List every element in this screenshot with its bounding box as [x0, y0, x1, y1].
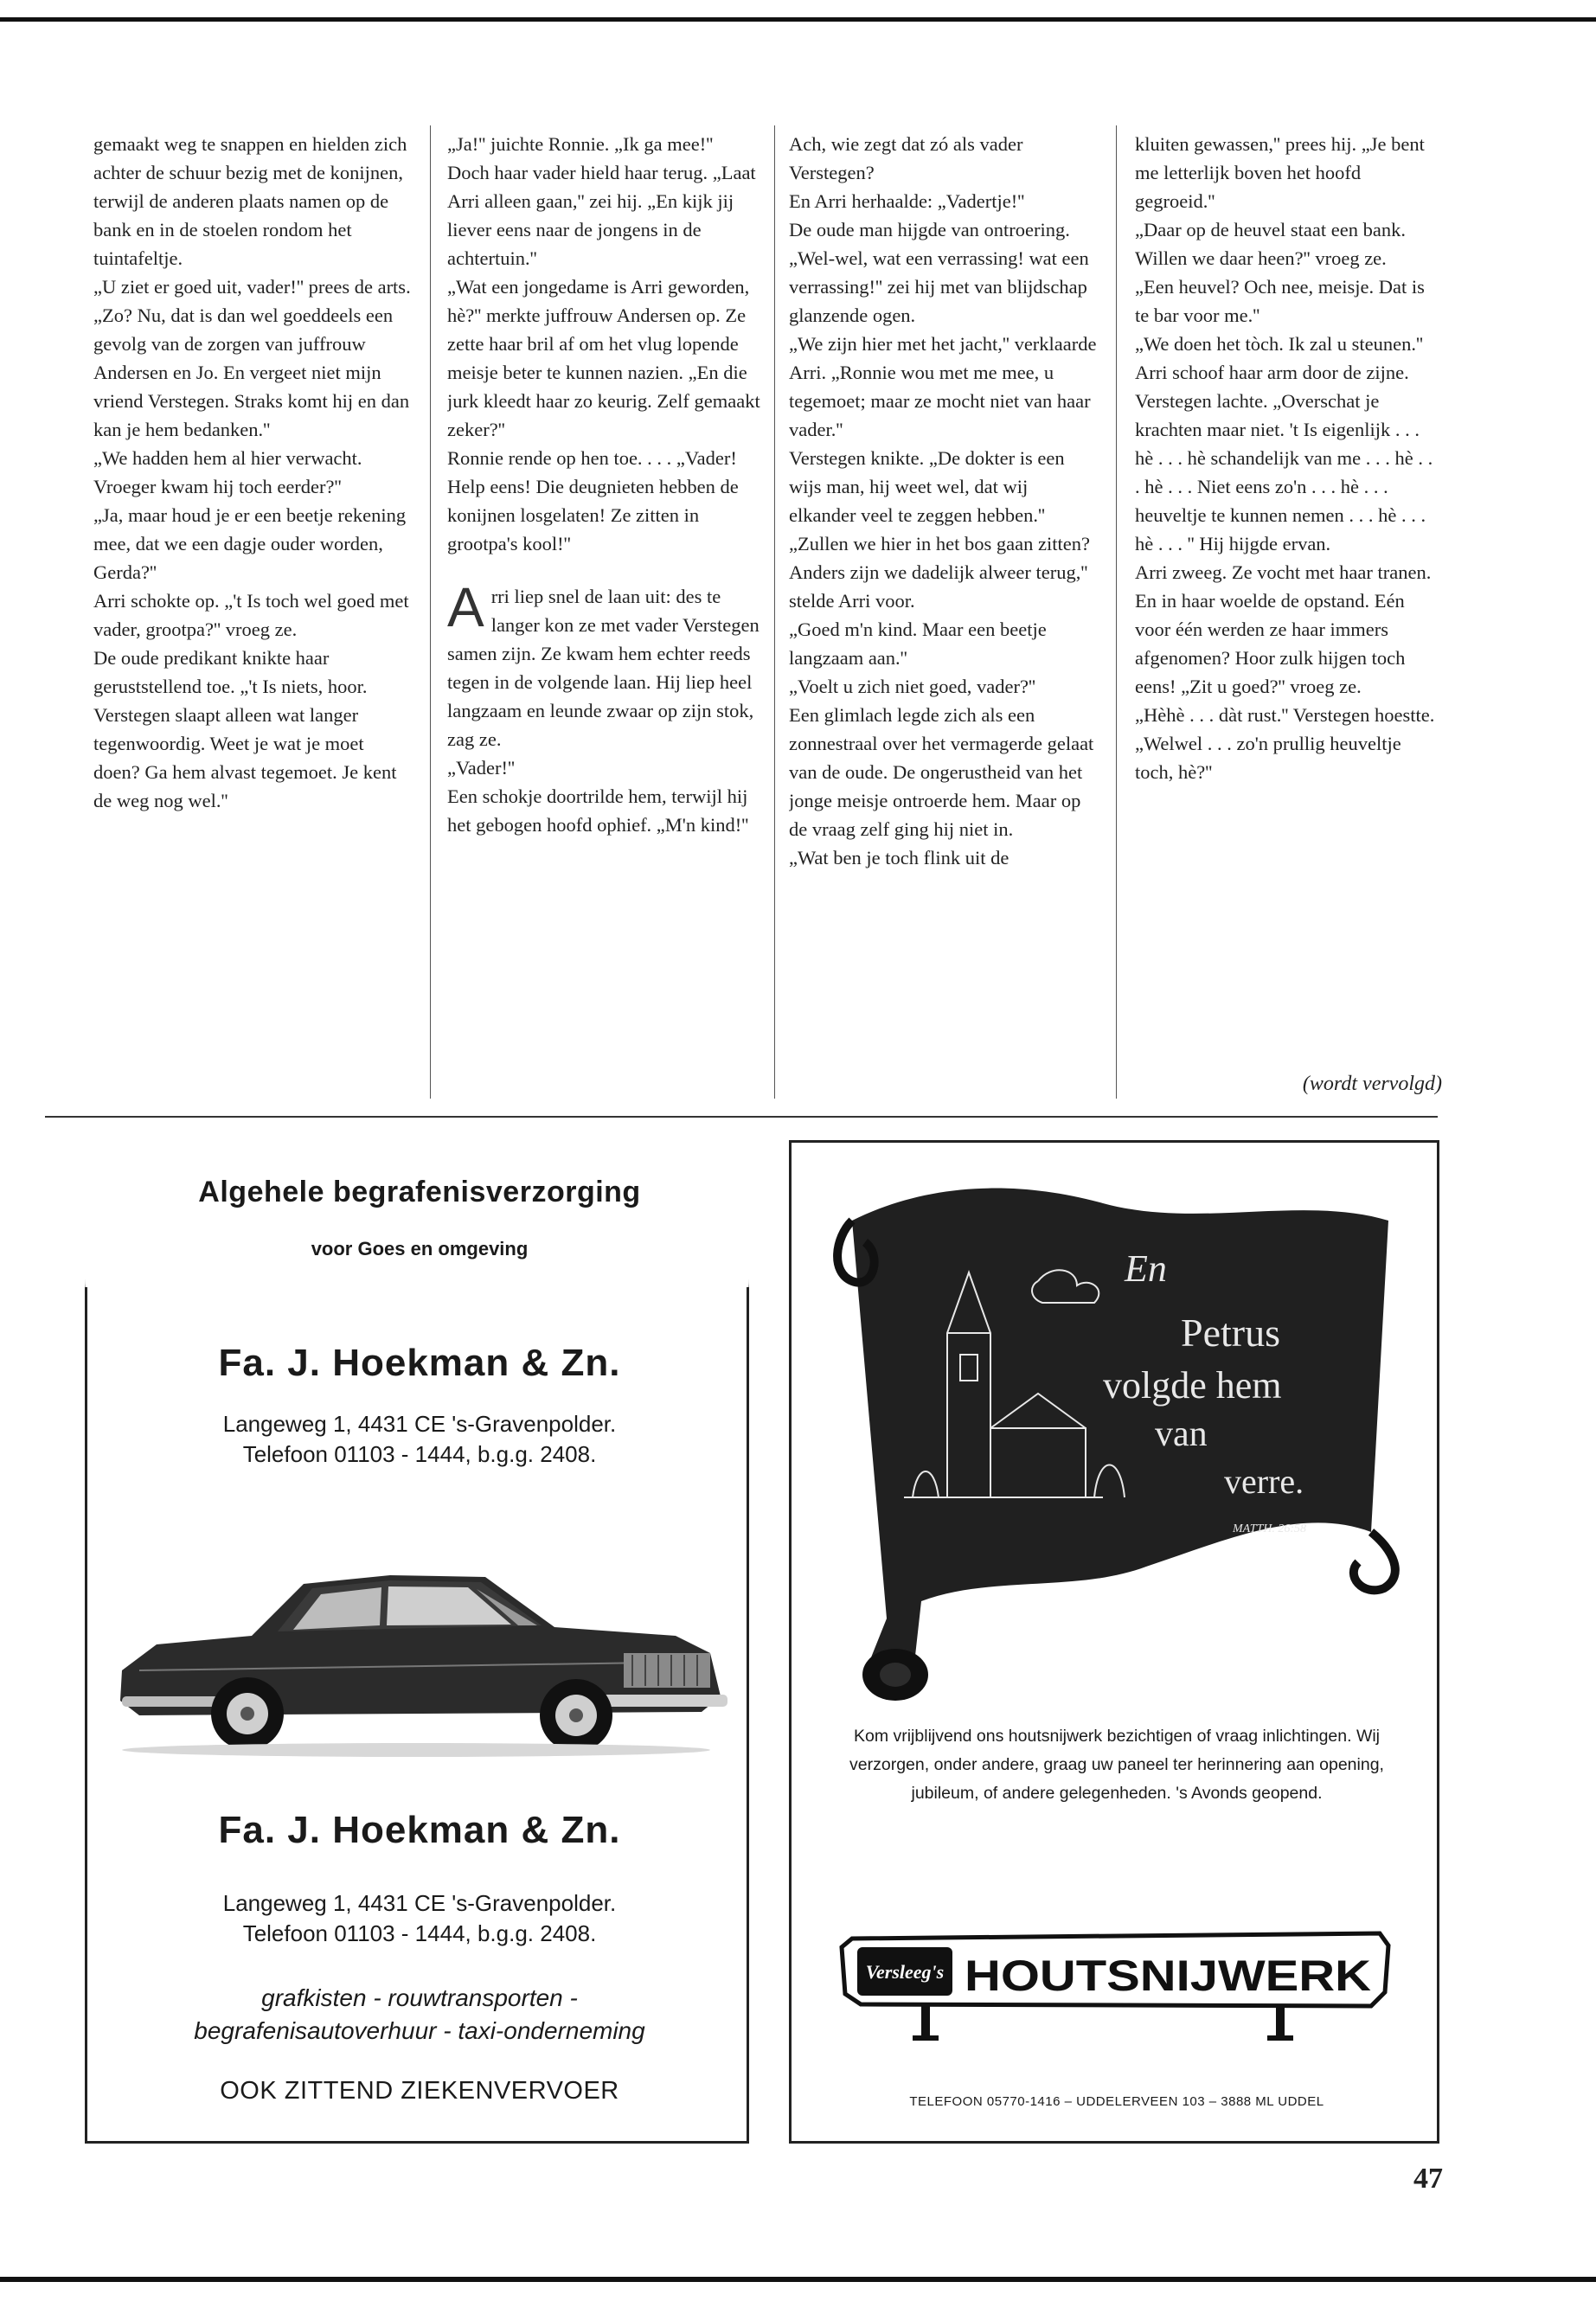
- story-text: rri liep snel de laan uit: des te langer kon ze met vader Verstegen samen zijn. Ze kwam hem echter reeds tegen in de volgende laan. Hij liep heel langzaam en leunde zwaar op zijn stok, zag ze. „Vader!'' Een schokje doortrilde hem, terwijl hij het gebogen hoofd ophief. „M'n kind!'': [447, 586, 760, 836]
- car-illustration: [105, 1523, 734, 1766]
- story-text: kluiten gewassen,'' prees hij. „Je bent me letterlijk boven het hoofd gegroeid.'' „Daar op de heuvel staat een bank. Willen we daar heen?'' vroeg ze. „Een heuvel? Och nee, meisje. Dat is te bar voor me.'' „We doen het tòch. Ik zal u steunen.'' Arri schoof haar arm door de zijne. Verstegen lachte. „Overschat je krachten maar niet. 't Is eigenlijk . . . hè . . . hè schandelijk van me . . . hè . . . hè . . . Niet eens zo'n . . . hè . . . heuveltje te kunnen nemen . . . hè . . . hè . . . '' Hij hijgde ervan. Arri zweeg. Ze vocht met haar tranen. En in haar woelde de opstand. Eén voor één werden ze haar immers afgenomen? Hoor zulk hijgen toch eens! „Zit u goed?'' vroeg ze. „Hèhè . . . dàt rust.'' Verstegen hoestte. „Welwel . . . zo'n prullig heuveltje toch, hè?'': [1135, 133, 1435, 783]
- story-column-2: [447, 130, 760, 1094]
- firm-name: Fa. J. Hoekman & Zn.: [218, 1809, 621, 1851]
- scroll-text: van: [1155, 1414, 1208, 1454]
- to-be-continued: (wordt vervolgd): [1302, 1073, 1442, 1095]
- section-divider: [45, 1116, 1438, 1118]
- ad-footer: OOK ZITTEND ZIEKENVERVOER: [220, 2077, 619, 2105]
- firm-phone: Telefoon 01103 - 1444, b.g.g. 2408.: [242, 1920, 597, 1946]
- drop-cap: A: [447, 576, 484, 638]
- story-text: Ach, wie zegt dat zó als vader Verstegen? En Arri herhaalde: „Vadertje!'' De oude man hijgde van ontroering. „Wel-wel, wat een verrassing! wat een verrassing!'' zei hij met van blijdschap glanzende ogen. „We zijn hier met het jacht,'' verklaarde Arri. „Ronnie wou met me mee, u tegemoet; maar ze mocht niet van haar vader.'' Verstegen knikte. „De dokter is een wijs man, hij weet wel, dat wij elkander veel te zeggen hebben.'' „Zullen we hier in het bos gaan zitten? Anders zijn we dadelijk alweer terug,'' stelde Arri voor. „Goed m'n kind. Maar een beetje langzaam aan.'' „Voelt u zich niet goed, vader?'' Een glimlach legde zich als een zonnestraal over het vermagerde gelaat van de oude. De ongerustheid van het jonge meisje ontroerde hem. Maar op de vraag zelf ging hij niet in. „Wat ben je toch flink uit de: [789, 133, 1097, 868]
- carved-scroll-panel: [817, 1169, 1414, 1722]
- column-divider: [774, 125, 775, 1099]
- ad-description: Kom vrijblijvend ons houtsnijwerk bezichtigen of vraag inlichtingen. Wij verzorgen, onder andere, graag uw paneel ter herinnering aan opening, jubileum, of andere gelegenheden. 's Avonds geopend.: [849, 1727, 1384, 1803]
- scroll-text: verre.: [1224, 1462, 1304, 1501]
- story-column-4: [1135, 130, 1442, 1094]
- story-text: „Ja!'' juichte Ronnie. „Ik ga mee!'' Doch haar vader hield haar terug. „Laat Arri alleen gaan,'' zei hij. „En kijk jij liever eens naar de jongens in de achtertuin.'' „Wat een jongedame is Arri geworden, hè?'' merkte juffrouw Andersen op. Ze zette haar bril af om het vlug lopende meisje beter te kunnen nazien. „En die jurk kleedt haar zo keurig. Zelf gemaakt zeker?'' Ronnie rende op hen toe. . . . „Vader! Help eens! Die deugnieten hebben de konijnen losgelaten! Ze zitten in grootpa's kool!'': [447, 133, 760, 554]
- story-paragraph: [447, 576, 760, 839]
- firm-phone: Telefoon 01103 - 1444, b.g.g. 2408.: [242, 1441, 597, 1467]
- story-column-1: [93, 130, 413, 1094]
- column-divider: [1116, 125, 1117, 1099]
- top-border: [0, 17, 1596, 22]
- woodcarving-advertisement: [789, 1140, 1439, 2144]
- page-number: 47: [1413, 2163, 1443, 2195]
- story-column-3: [789, 130, 1099, 1094]
- sign-word: HOUTSNIJWERK: [965, 1952, 1371, 2000]
- ad-subtitle: voor Goes en omgeving: [311, 1238, 529, 1259]
- ad-title: Algehele begrafenisverzorging: [198, 1176, 641, 1208]
- scroll-reference: MATTH. 26:58: [1233, 1522, 1307, 1535]
- bottom-border: [0, 2277, 1596, 2282]
- houtsnijwerk-sign: [826, 1921, 1407, 2051]
- ad-header: [85, 1140, 749, 1287]
- firm-address: Langeweg 1, 4431 CE 's-Gravenpolder.: [222, 1890, 617, 1916]
- story-text: gemaakt weg te snappen en hielden zich achter de schuur bezig met de konijnen, terwijl de anderen plaats namen op de bank en in de stoelen rondom het tuintafeltje. „U ziet er goed uit, vader!'' prees de arts. „Zo? Nu, dat is dan wel goeddeels een gevolg van de zorgen van juffrouw Andersen en Jo. En vergeet niet mijn vriend Verstegen. Straks komt hij en dan kan je hem bedanken.'' „We hadden hem al hier verwacht. Vroeger kwam hij toch eerder?'' „Ja, maar houd je er een beetje rekening mee, dat we een dagje ouder worden, Gerda?'' Arri schokte op. „'t Is toch wel goed met vader, grootpa?'' vroeg ze. De oude predikant knikte haar geruststellend toe. „'t Is niets, hoor. Verstegen slaapt alleen wat langer tegenwoordig. Weet je wat je moet doen? Ga hem alvast tegemoet. Je kent de weg nog wel.'': [93, 133, 411, 811]
- scroll-text: volgde hem: [1103, 1364, 1282, 1407]
- firm-address: Langeweg 1, 4431 CE 's-Gravenpolder.: [222, 1411, 617, 1437]
- services-list: grafkisten - rouwtransporten - begrafenisautoverhuur - taxi-onderneming: [194, 1984, 645, 2044]
- ad-contact: TELEFOON 05770-1416 – UDDELERVEEN 103 – 3888 ML UDDEL: [909, 2094, 1324, 2109]
- firm-name: Fa. J. Hoekman & Zn.: [218, 1342, 621, 1384]
- scroll-text: En: [1125, 1247, 1167, 1290]
- funeral-advertisement: [85, 1140, 749, 2144]
- column-divider: [430, 125, 431, 1099]
- scroll-text: Petrus: [1181, 1311, 1280, 1355]
- sign-name: Versleeg's: [865, 1961, 945, 1983]
